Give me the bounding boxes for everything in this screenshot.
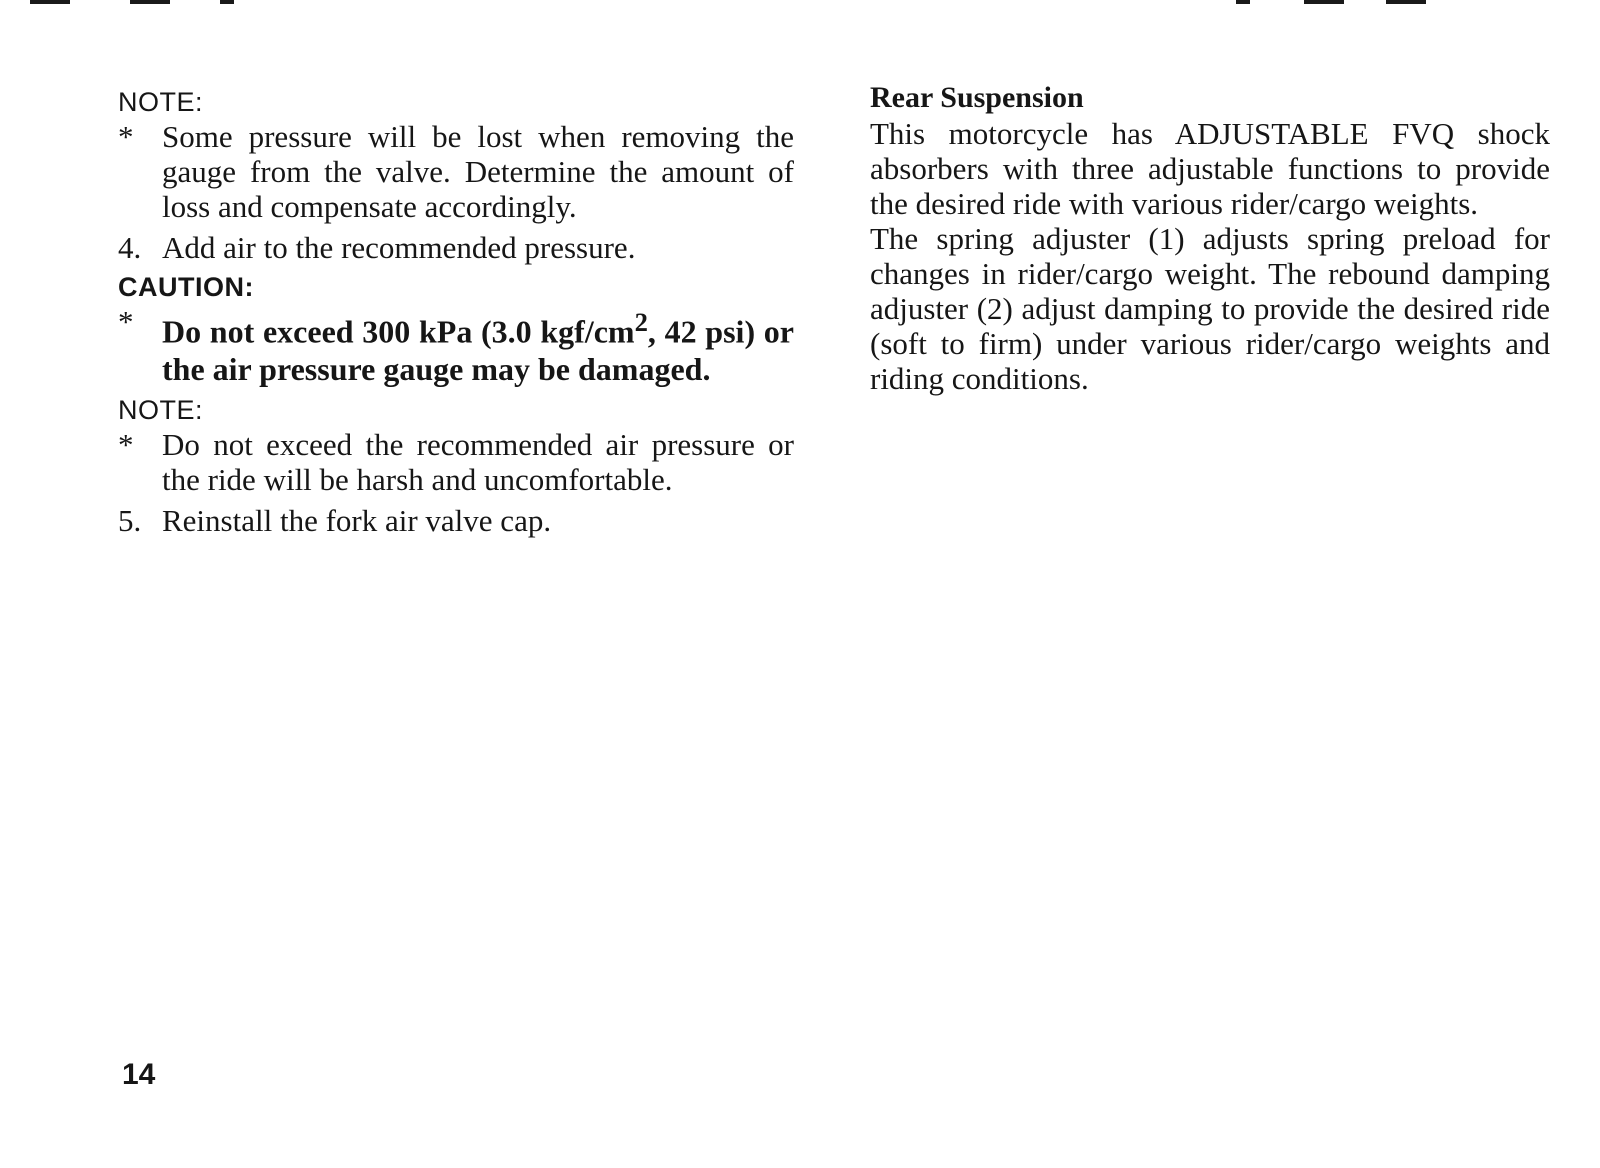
scan-edge-mark: [130, 0, 170, 4]
left-column: [118, 86, 794, 538]
step-text: Reinstall the fork air valve cap.: [162, 502, 552, 538]
right-column: [870, 80, 1550, 396]
bullet-marker: *: [118, 304, 134, 339]
note-label: NOTE:: [118, 394, 204, 425]
note-label: NOTE:: [118, 87, 204, 117]
note-text: Some pressure will be lost when removing the gauge from the valve. Determine the amount of loss and compensate accordingly.: [162, 119, 794, 224]
scan-edge-mark: [30, 0, 70, 4]
caution-label: CAUTION:: [118, 272, 254, 302]
bullet-marker: *: [118, 119, 134, 154]
paragraph: This motorcycle has ADJUSTABLE FVQ shock absorbers with three adjustable functions to provide the desired ride with various rider/cargo weights.: [870, 116, 1550, 221]
scan-edge-mark: [1236, 0, 1250, 4]
caution-item: [118, 304, 794, 388]
superscript: 2: [634, 307, 648, 337]
step-item: [118, 230, 794, 265]
step-item: [118, 503, 794, 538]
scan-edge-mark: [1304, 0, 1344, 4]
paragraph: The spring adjuster (1) adjusts spring preload for changes in rider/cargo weight. The rebound damping adjuster (2) adjust damping to provide the desired ride (soft to firm) under various rider/cargo weights and riding conditions.: [870, 221, 1550, 396]
caution-text-part: Do not exceed 300 kPa (3.0 kgf/cm: [162, 313, 635, 350]
bullet-marker: *: [118, 426, 134, 462]
scan-edge-mark: [220, 0, 234, 4]
note-item: [118, 427, 794, 497]
step-text: Add air to the recommended pressure.: [162, 230, 636, 265]
section-heading: Rear Suspension: [870, 81, 1084, 114]
step-number: 4.: [118, 230, 142, 265]
caution-text: [162, 304, 794, 388]
page-number: 14: [122, 1058, 156, 1091]
caution-text-part: , 42 psi) or the air pressure gauge may be damaged.: [162, 313, 795, 387]
scan-edge-mark: [1386, 0, 1426, 4]
note-text: Do not exceed the recommended air pressure or the ride will be harsh and uncomfortable.: [162, 426, 794, 497]
step-number: 5.: [118, 502, 142, 538]
note-item: [118, 119, 794, 224]
